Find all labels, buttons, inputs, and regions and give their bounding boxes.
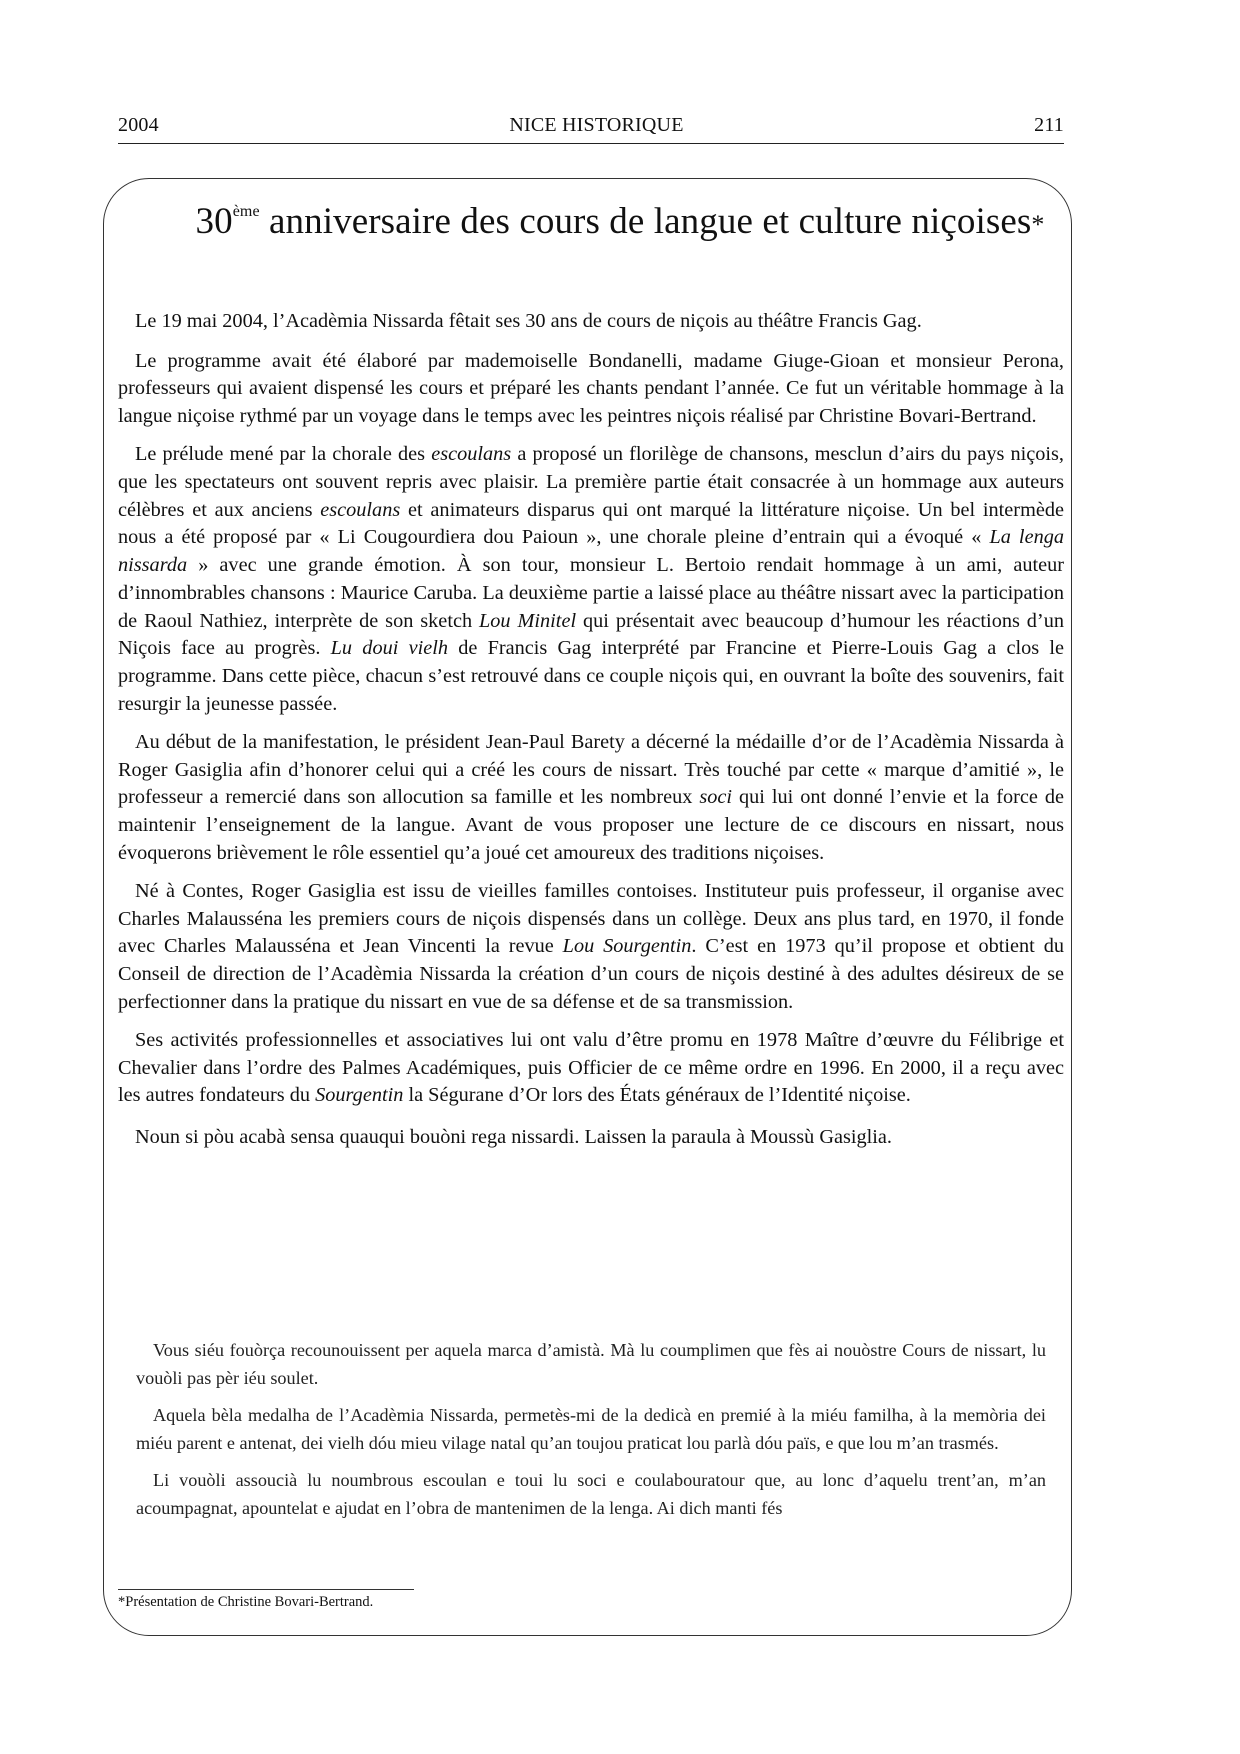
italic-run: soci xyxy=(699,786,733,809)
italic-run: Lou Sourgentin xyxy=(562,935,692,958)
text-run: Le prélude mené par la chorale des xyxy=(135,443,432,466)
header-year: 2004 xyxy=(118,114,159,136)
paragraph-2 xyxy=(118,441,1064,718)
footnote-rule xyxy=(118,1589,414,1590)
paragraph-4 xyxy=(118,878,1064,1017)
italic-run: Lu doui vielh xyxy=(330,637,448,660)
paragraph-1: Le programme avait été élaboré par mademoiselle Bondanelli, madame Giuge-Gioan et monsieur Perona, professeurs qui avaient dispensé les cours et préparé les chants pendant l’année. Ce fut un véritable hommage à la langue niçoise rythmé par un voyage dans le temps avec les peintres niçois réalisé par Christine Bovari-Bertrand. xyxy=(118,349,1064,428)
header-journal-title: NICE HISTORIQUE xyxy=(509,114,684,136)
paragraph-3 xyxy=(118,729,1064,868)
text-run: Né à Contes, Roger Gasiglia est issu de vieilles familles contoises. Instituteur puis professeur, il organise avec Charles Malausséna les premiers cours de niçois dispensés dans un collège. Deux ans plus tard, en 1970, il fonde avec Charles Malausséna et Jean Vincenti la revue xyxy=(118,879,1064,958)
paragraph-6: Noun si pòu acabà sensa quauqui bouòni rega nissardi. Laissen la paraula à Moussù Gasiglia. xyxy=(135,1125,892,1148)
text-run: . C’est en 1973 qu’il propose et obtient du Conseil de direction de l’Acadèmia Nissarda la création d’un cours de niçois destiné à des adultes désireux de se perfectionner dans la pratique du nissart en vue de sa défense et de sa transmission. xyxy=(118,935,1064,1013)
title-superscript: ème xyxy=(232,202,260,220)
text-run: » avec une grande émotion. À son tour, monsieur L. Bertoio rendait hommage à un ami, auteur d’innombrables chansons : Maurice Caruba. La deuxième partie a laissé place au théâtre nissart avec la participation de Raoul Nathiez, interprète de son sketch xyxy=(118,554,1064,632)
quote-paragraph-2: Aquela bèla medalha de l’Acadèmia Nissarda, permetès-mi de la dedicà en premié à la miéu familha, à la memòria dei miéu parent e antenat, dei vielh dóu mieu vilage natal qu’an toujou praticat lou parlà dóu païs, e que lou m’an trasmés. xyxy=(136,1405,1046,1453)
text-run: la Ségurane d’Or lors des États généraux de l’Identité niçoise. xyxy=(403,1084,911,1107)
italic-run: La lenga nissarda xyxy=(118,526,1064,577)
text-run: qui présentait avec beaucoup d’humour les réactions d’un Niçois face au progrès. xyxy=(118,609,1064,660)
quote-paragraph-1: Vous siéu fouòrça recounouissent per aquela marca d’amistà. Mà lu coumplimen que fès ai nouòstre Cours de nissart, lu vouòli pas pèr iéu soulet. xyxy=(136,1340,1046,1388)
italic-run: escoulans xyxy=(320,498,401,521)
footnote-marker: * xyxy=(1031,210,1045,239)
paragraph-5 xyxy=(118,1027,1064,1110)
article-title xyxy=(0,200,1240,244)
article-body xyxy=(118,308,1064,1166)
text-run: et animateurs disparus qui ont marqué la littérature niçoise. Un bel intermède nous a été proposé par « Li Cougourdiera dou Paioun », une chorale pleine d’entrain qui a évoqué « xyxy=(118,498,1064,549)
text-run: Ses activités professionnelles et associatives lui ont valu d’être promu en 1978 Maître d’œuvre du Félibrige et Chevalier dans l’ordre des Palmes Académiques, puis Officier de ce même ordre en 1996. En 2000, il a reçu avec les autres fondateurs du xyxy=(118,1028,1064,1107)
text-run: qui lui ont donné l’envie et la force de maintenir l’enseignement de la langue. Avant de vous proposer une lecture de ce discours en nissart, nous évoquerons brièvement le rôle essentiel qu’a joué cet amoureux des traditions niçoises. xyxy=(118,786,1064,864)
running-head xyxy=(118,114,1064,137)
footnote: *Présentation de Christine Bovari-Bertrand. xyxy=(118,1594,374,1610)
niçois-speech-quote xyxy=(136,1337,1046,1533)
header-page-number: 211 xyxy=(1034,114,1064,136)
paragraph-intro: Le 19 mai 2004, l’Acadèmia Nissarda fêtait ses 30 ans de cours de niçois au théâtre Francis Gag. xyxy=(135,310,922,332)
title-text: anniversaire des cours de langue et culture niçoises xyxy=(259,201,1032,242)
italic-run: Lou Minitel xyxy=(479,609,577,632)
title-number: 30 xyxy=(195,201,233,242)
header-rule xyxy=(118,143,1064,144)
italic-run: escoulans xyxy=(431,443,512,466)
text-run: de Francis Gag interprété par Francine et Pierre-Louis Gag a clos le programme. Dans cette pièce, chacun s’est retrouvé dans ce couple niçois qui, en ouvrant la boîte des souvenirs, fait resurgir la jeunesse passée. xyxy=(118,637,1065,715)
quote-paragraph-3: Li vouòli assoucià lu noumbrous escoulan e toui lu soci e coulabouratour que, au lonc d’aquelu trent’an, m’an acoumpagnat, apountelat e ajudat en l’obra de mantenimen de la lenga. Ai dich manti fés xyxy=(136,1470,1046,1518)
text-run: a proposé un florilège de chansons, mesclun d’airs du pays niçois, que les spectateurs ont souvent repris avec plaisir. La première partie était consacrée à un hommage aux auteurs célèbres et aux anciens xyxy=(118,443,1064,521)
text-run: Au début de la manifestation, le président Jean-Paul Barety a décerné la médaille d’or de l’Acadèmia Nissarda à Roger Gasiglia afin d’honorer celui qui a créé les cours de nissart. Très touché par cette « marque d’amitié », le professeur a remercié dans son allocution sa famille et les nombreux xyxy=(118,730,1064,809)
italic-run: Sourgentin xyxy=(315,1084,404,1107)
